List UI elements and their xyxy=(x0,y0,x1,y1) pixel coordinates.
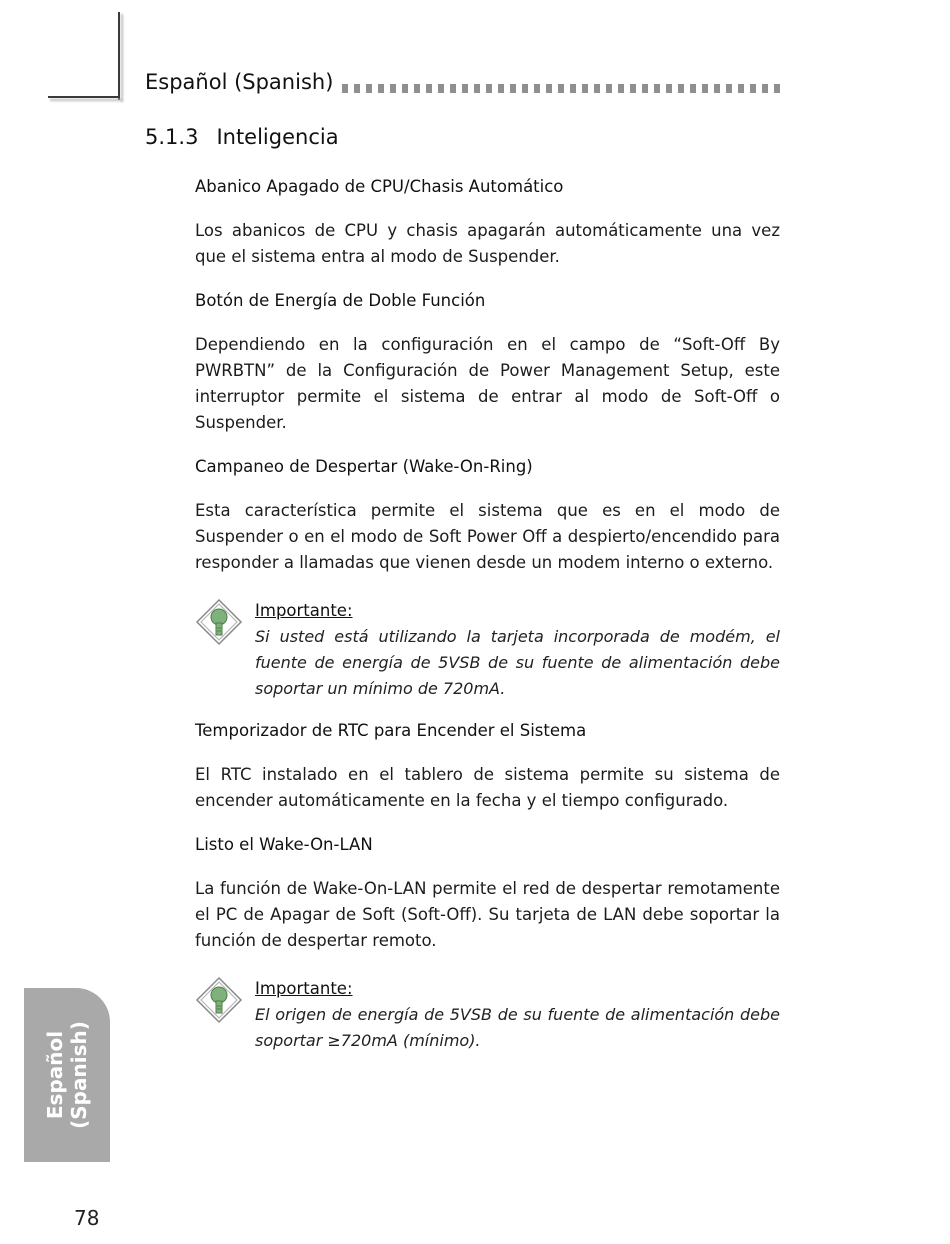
note-title: Importante: xyxy=(255,601,353,620)
section-number: 5.1.3 xyxy=(145,125,199,149)
important-note xyxy=(195,598,780,702)
side-tab-label xyxy=(43,1021,91,1129)
corner-mark-horizontal xyxy=(48,96,120,98)
item-heading: Abanico Apagado de CPU/Chasis Automático xyxy=(195,177,564,196)
section-title: Inteligencia xyxy=(216,125,339,149)
side-tab-line1: Español xyxy=(43,1030,67,1120)
header-title: Español (Spanish) xyxy=(145,70,334,94)
note-body: Si usted está utilizando la tarjeta incorporada de modém, el fuente de energía de 5VSB de su fuente de alimentación debe soportar un mínimo de 720mA. xyxy=(255,627,780,698)
content xyxy=(195,174,780,1070)
item-body: El RTC instalado en el tablero de sistema permite su sistema de encender automáticamente en la fecha y el tiempo configurado. xyxy=(195,765,780,810)
item-heading: Temporizador de RTC para Encender el Sistema xyxy=(195,721,587,740)
page-number: 78 xyxy=(74,1206,100,1230)
lightbulb-note-icon xyxy=(195,598,243,646)
item-body: La función de Wake-On-LAN permite el red de despertar remotamente el PC de Apagar de Soft (Soft-Off). Su tarjeta de LAN debe soportar la función de despertar remoto. xyxy=(195,879,780,950)
corner-mark-vertical xyxy=(118,12,120,100)
side-tab-line2: (Spanish) xyxy=(67,1021,91,1129)
header-dotted-rule xyxy=(342,84,782,93)
item-heading: Campaneo de Despertar (Wake-On-Ring) xyxy=(195,457,533,476)
item-body: Esta característica permite el sistema que es en el modo de Suspender o en el modo de Soft Power Off a despierto/encendido para responder a llamadas que vienen desde un modem interno o externo. xyxy=(195,501,780,572)
item-body: Dependiendo en la configuración en el campo de “Soft-Off By PWRBTN” de la Configuración de Power Management Setup, este interruptor permite el sistema de entrar al modo de Soft-Off o Suspender. xyxy=(195,335,780,432)
note-body: El origen de energía de 5VSB de su fuente de alimentación debe soportar ≥720mA (mínimo). xyxy=(255,1005,780,1050)
item-heading: Listo el Wake-On-LAN xyxy=(195,835,373,854)
item-heading: Botón de Energía de Doble Función xyxy=(195,291,486,310)
item-body: Los abanicos de CPU y chasis apagarán automáticamente una vez que el sistema entra al modo de Suspender. xyxy=(195,221,780,266)
important-note xyxy=(195,976,780,1054)
language-side-tab xyxy=(24,988,110,1162)
note-title: Importante: xyxy=(255,979,353,998)
section-heading xyxy=(145,125,339,149)
lightbulb-note-icon xyxy=(195,976,243,1024)
